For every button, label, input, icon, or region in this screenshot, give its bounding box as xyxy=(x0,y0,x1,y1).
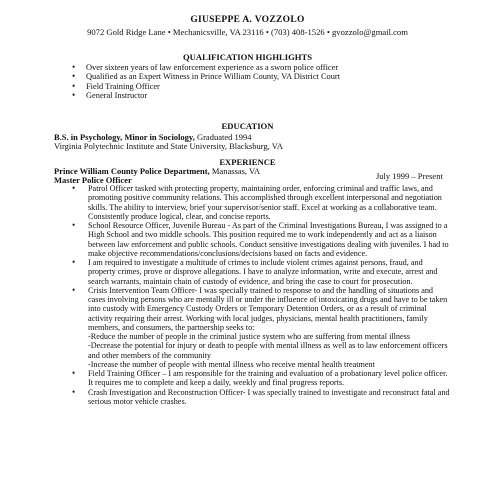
list-item: • Field Training Officer xyxy=(70,82,450,91)
list-item xyxy=(68,286,450,369)
candidate-name: GIUSEPPE A. VOZZOLO xyxy=(190,15,305,25)
sub-item: -Increase the number of people with mental illness who receive mental health treatment xyxy=(88,359,375,369)
degree: B.S. in Psychology, Minor in Sociology, xyxy=(54,132,195,142)
list-item: • Over sixteen years of law enforcement experience as a sworn police officer xyxy=(70,63,450,72)
school-name: Virginia Polytechnic Institute and State University, Blacksburg, VA xyxy=(54,141,283,151)
list-item: • Qualified as an Expert Witness in Prince William County, VA District Court xyxy=(70,72,450,81)
list-item: • I am required to investigate a multitude of crimes to include violent crimes against persons, fraud, and property crimes, prove or disprove allegations. I have to analyze information, write and execute, arrest and search warrants, maintain chain of custody of evidence, and bring the case to court for prosecution. xyxy=(68,258,450,286)
education-heading: EDUCATION xyxy=(221,121,274,131)
list-item: • School Resource Officer, Juvenile Bureau - As part of the Criminal Investigations Bureau, I was assigned to a High School and two middle schools. This position required me to work independently and act as a liaison between law enforcement and public schools. Conduct sensitive investigations dealing with juveniles. I had to make objective recommendations/conclusions/decisions based on facts and evidence. xyxy=(68,221,450,258)
sub-item: -Decrease the potential for injury or death to people with mental illness as well as to law enforcement officers and other members of the community xyxy=(88,341,448,360)
list-item: • Patrol Officer tasked with protecting property, maintaining order, enforcing criminal and traffic laws, and promoting positive community relations. This accomplished through excellent interpersonal and negotiation skills. The ability to interview, brief your supervisor/senior staff. Excel at working as a collaborative team. Consistently produce logical, clear, and concise reports. xyxy=(68,184,450,221)
employer-location: Manassas, VA xyxy=(209,166,261,176)
experience-list xyxy=(68,184,450,406)
list-item-text: Crisis Intervention Team Officer- I was specially trained to response to and the handling of situations and cases involving persons who are mentally ill or under the influence of intoxicating drugs and have to be taken into custody with Emergency Custody Orders or Temporary Detention Orders, or as a result of criminal activity requiring their arrest. Working with local judges, physicians, mental health practitioners, family members, and consumers, the partnership seeks to: xyxy=(88,285,448,332)
graduation-year: Graduated 1994 xyxy=(194,132,252,142)
job-title: Master Police Officer xyxy=(54,175,132,185)
experience-heading: EXPERIENCE xyxy=(219,157,276,167)
qualifications-list xyxy=(70,63,450,101)
employer: Prince William County Police Department, xyxy=(54,166,210,176)
sub-item: -Reduce the number of people in the criminal justice system who are suffering from mental illness xyxy=(88,332,411,341)
list-item: • Field Training Officer – I am responsible for the training and evaluation of a probationary level police officer. It requires me to complete and keep a daily, weekly and final progress reports. xyxy=(68,369,450,388)
list-item: • Crash Investigation and Reconstruction Officer- I was specially trained to investigate and reconstruct fatal and serious motor vehicle crashes. xyxy=(68,388,450,407)
job-dates: July 1999 – Present xyxy=(376,171,443,181)
list-item: • General Instructor xyxy=(70,91,450,100)
contact-line: 9072 Gold Ridge Lane • Mechanicsville, VA 23116 • (703) 408-1526 • gvozzolo@gmail.com xyxy=(87,27,408,37)
qualifications-heading: QUALIFICATION HIGHLIGHTS xyxy=(182,52,312,62)
